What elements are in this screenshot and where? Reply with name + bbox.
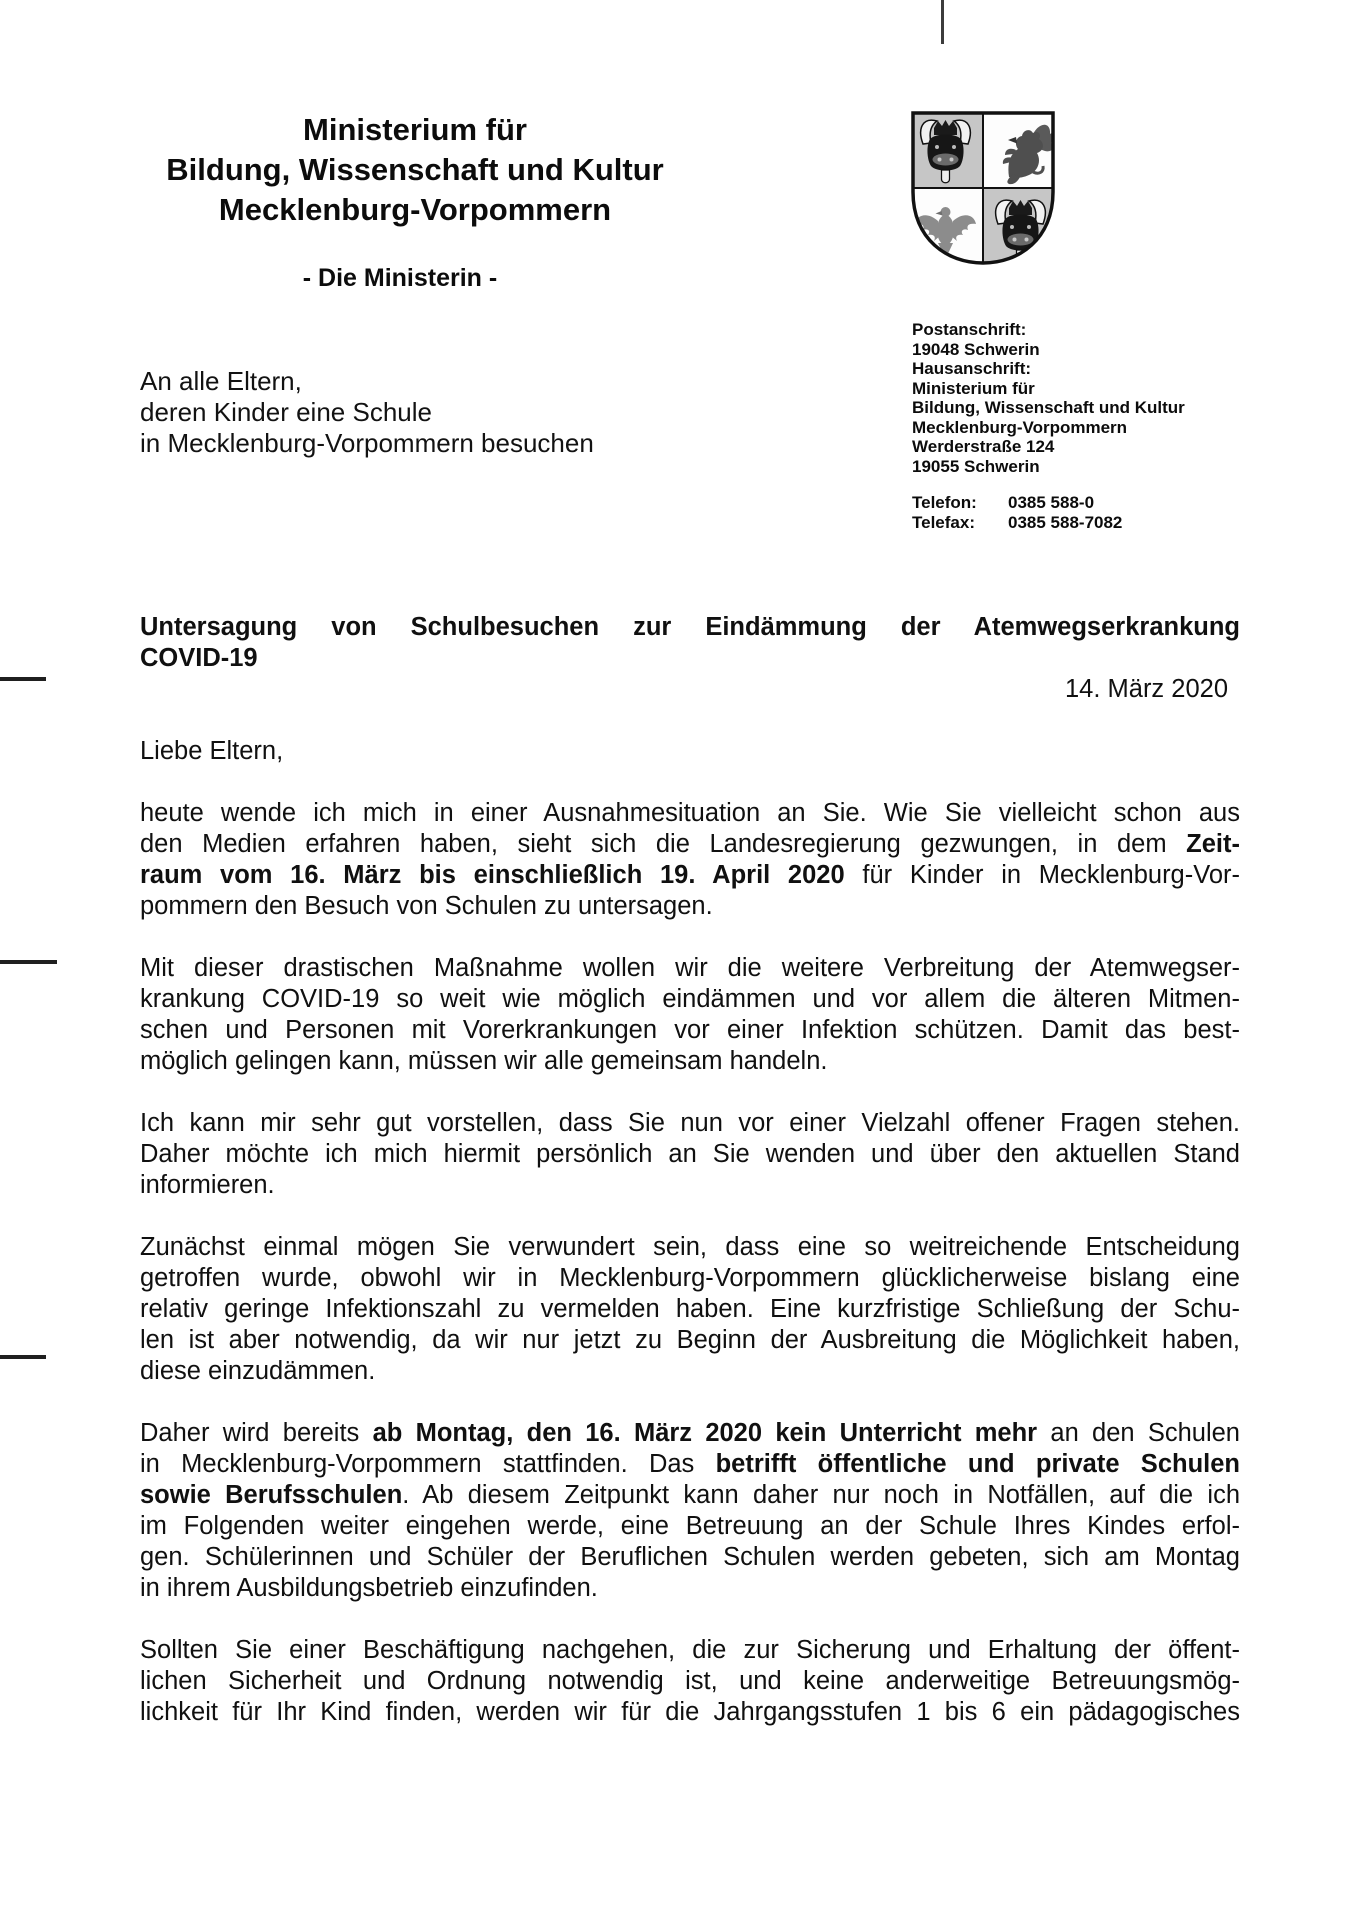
body-text-line: Daher möchte ich mich hiermit persönlich an Sie wenden und über den aktuellen Stand <box>140 1140 1240 1168</box>
subject-text-line: Untersagung von Schulbesuchen zur Eindämmung der Atemwegserkrankung <box>140 613 1240 641</box>
text-line: 19055 Schwerin <box>912 456 1040 476</box>
letter-body <box>140 612 1240 1728</box>
body-text-line: lichen Sicherheit und Ordnung notwendig ist, und keine anderweitige Betreuungsmög- <box>140 1667 1240 1695</box>
ministry-letterhead <box>60 110 770 230</box>
paragraph <box>140 1232 1240 1387</box>
salutation: Liebe Eltern, <box>140 737 284 765</box>
text-line: Mecklenburg-Vorpommern <box>912 417 1128 437</box>
subject-text-line: COVID-19 <box>140 644 258 672</box>
body-text-line: len ist aber notwendig, da wir nur jetzt zu Beginn der Ausbreitung die Möglichkeit haben, <box>140 1326 1240 1354</box>
text-line: 19048 Schwerin <box>912 339 1040 359</box>
paragraphs <box>140 798 1240 1728</box>
contact-address-lines <box>912 320 1252 476</box>
text-line: An alle Eltern, <box>140 366 302 396</box>
top-center-mark <box>941 0 944 44</box>
fold-mark-3 <box>0 1355 46 1359</box>
paragraph <box>140 1635 1240 1728</box>
fax-label: Telefax: <box>912 512 975 532</box>
body-text-line: raum vom 16. März bis einschließlich 19. April 2020 für Kinder in Mecklenburg-Vor- <box>140 861 1241 889</box>
body-text-line: heute wende ich mich in einer Ausnahmesituation an Sie. Wie Sie vielleicht schon aus <box>140 799 1240 827</box>
body-text-line: lichkeit für Ihr Kind finden, werden wir für die Jahrgangsstufen 1 bis 6 ein pädagogisches <box>140 1698 1240 1726</box>
body-text-line: Mit dieser drastischen Maßnahme wollen wir die weitere Verbreitung der Atemwegser- <box>140 954 1240 982</box>
body-text-line: sowie Berufsschulen. Ab diesem Zeitpunkt kann daher nur noch in Notfällen, auf die ich <box>140 1481 1240 1509</box>
phone-label: Telefon: <box>912 493 977 512</box>
text-line: Mecklenburg-Vorpommern <box>218 192 612 227</box>
paragraph <box>140 1108 1240 1201</box>
body-text-line: im Folgenden weiter eingehen werde, eine Betreuung an der Schule Ihres Kindes erfol- <box>140 1512 1240 1540</box>
fax-number: 0385 588-7082 <box>1008 512 1123 532</box>
body-text-line: den Medien erfahren haben, sieht sich die Landesregierung gezwungen, in dem Zeit- <box>140 830 1240 858</box>
coat-of-arms-icon <box>907 108 1059 268</box>
body-text-line: Sollten Sie einer Beschäftigung nachgehen, die zur Sicherung und Erhaltung der öffent- <box>140 1636 1240 1664</box>
recipient-address <box>140 366 594 459</box>
body-text-line: möglich gelingen kann, müssen wir alle gemeinsam handeln. <box>140 1047 828 1075</box>
body-text-line: gen. Schülerinnen und Schüler der Beruflichen Schulen werden gebeten, sich am Montag <box>140 1543 1240 1571</box>
body-text-line: relativ geringe Infektionszahl zu vermelden haben. Eine kurzfristige Schließung der Schu- <box>140 1295 1240 1323</box>
paragraph <box>140 1418 1240 1604</box>
fold-mark-1 <box>0 677 46 681</box>
text-line: Postanschrift: <box>912 320 1027 339</box>
text-line: Werderstraße 124 <box>912 437 1055 456</box>
body-text-line: diese einzudämmen. <box>140 1357 376 1385</box>
contact-block <box>912 320 1252 532</box>
body-text-line: Daher wird bereits ab Montag, den 16. März 2020 kein Unterricht mehr an den Schulen <box>140 1419 1240 1447</box>
letter-date: 14. März 2020 <box>1064 675 1228 703</box>
body-text-line: in Mecklenburg-Vorpommern stattfinden. Das betrifft öffentliche und private Schulen <box>140 1450 1240 1478</box>
contact-spacer <box>912 476 1252 493</box>
phone-number: 0385 588-0 <box>1008 493 1095 512</box>
text-line: Bildung, Wissenschaft und Kultur <box>912 398 1185 417</box>
text-line: Ministerium für <box>303 112 527 147</box>
body-text-line: schen und Personen mit Vorerkrankungen vor einer Infektion schützen. Damit das best- <box>140 1016 1240 1044</box>
phone-row <box>912 493 1252 513</box>
text-line: Bildung, Wissenschaft und Kultur <box>166 152 664 187</box>
body-text-line: in ihrem Ausbildungsbetrieb einzufinden. <box>140 1574 598 1602</box>
body-text-line: krankung COVID-19 so weit wie möglich eindämmen und vor allem die älteren Mitmen- <box>140 985 1240 1013</box>
text-line: Hausanschrift: <box>912 359 1032 378</box>
fax-row <box>912 513 1252 533</box>
body-text-line: getroffen wurde, obwohl wir in Mecklenburg-Vorpommern glücklicherweise bislang eine <box>140 1264 1240 1292</box>
body-text-line: Zunächst einmal mögen Sie verwundert sein, dass eine so weitreichende Entscheidung <box>140 1233 1240 1261</box>
text-line: in Mecklenburg-Vorpommern besuchen <box>140 428 594 458</box>
subject-heading <box>140 612 1240 674</box>
body-text-line: Ich kann mir sehr gut vorstellen, dass Sie nun vor einer Vielzahl offener Fragen stehen. <box>140 1109 1240 1137</box>
text-line: Ministerium für <box>912 378 1035 398</box>
body-text-line: informieren. <box>140 1171 275 1199</box>
body-text-line: pommern den Besuch von Schulen zu untersagen. <box>140 892 713 920</box>
paragraph <box>140 798 1240 922</box>
minister-role-line: - Die Ministerin - <box>302 264 498 292</box>
paragraph <box>140 953 1240 1077</box>
fold-mark-2 <box>0 960 57 964</box>
text-line: deren Kinder eine Schule <box>140 397 432 427</box>
